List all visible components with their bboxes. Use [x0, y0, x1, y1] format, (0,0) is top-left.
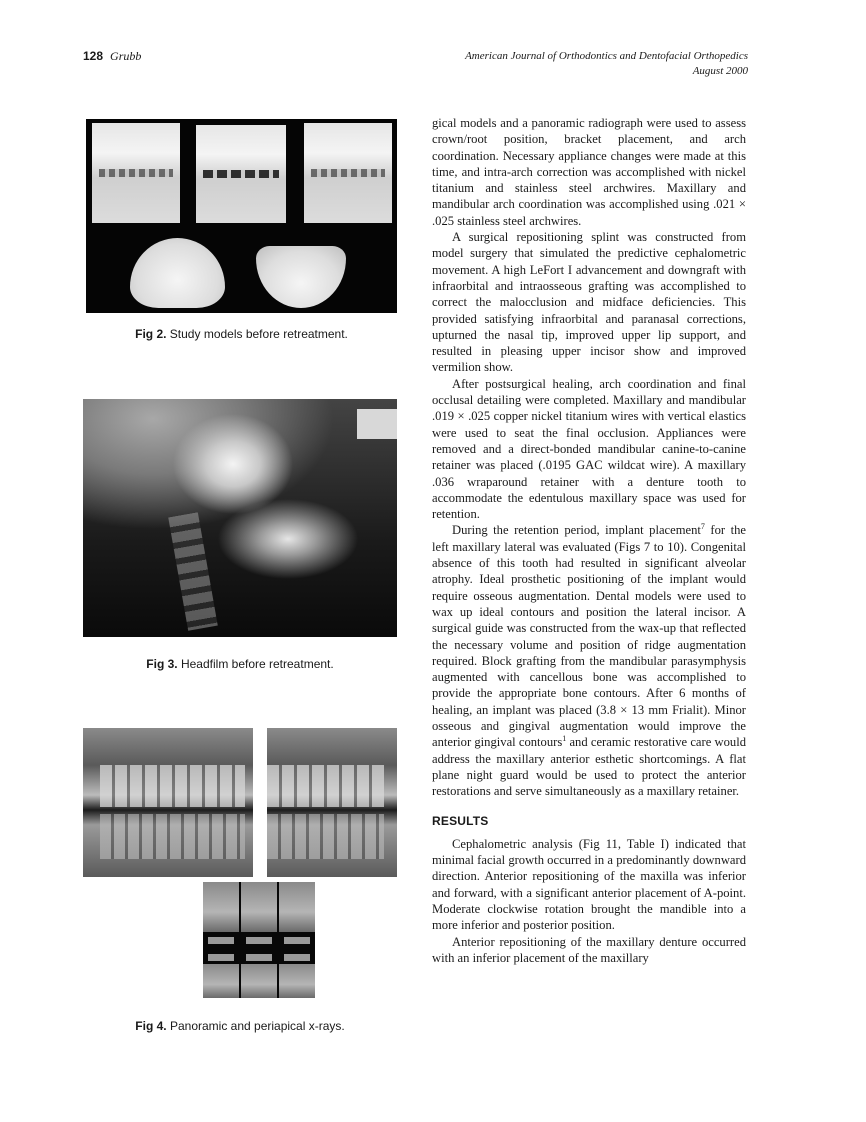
running-header-left [83, 49, 141, 64]
maxillary-occlusal-model [130, 238, 225, 308]
paragraph-3: After postsurgical healing, arch coordination and final occlusal detailing were completed. Maxillary and mandibular .019 × .025 copper nickel titanium wires with vertical elastics were used to seat the final occlusion. Appliances were removed and a direct-bonded mandibular canine-to-canine retainer was placed (.0195 GAC wildcat wire). A maxillary .036 wraparound retainer with a denture tooth to accommodate the edentulous maxillary space was used for retention. [432, 376, 746, 522]
paragraph-1: gical models and a panoramic radiograph were used to assess crown/root position, bracket placement, and arch coordination. Necessary appliance changes were made at this time, and intra-arch correction was accomplished with nickel titanium and stainless steel archwires. Maxillary and mandibular arch coordination was accomplished using .021 × .025 stainless steel archwires. [432, 116, 746, 228]
model-frontal [196, 125, 286, 223]
figure-4-periapical-image [203, 882, 315, 998]
reference-1: 1 [562, 734, 567, 744]
body-text-column [432, 115, 746, 966]
paragraph-4: During the retention period, implant placement$^7$ for the left maxillary lateral was evaluated (Figs 7 to 10). Congenital absence of this tooth had resulted in significant alveolar atrophy. Ideal prosthetic positioning of the implant would require osseous augmentation. Dental models were used to wax up ideal contours and position the lateral incisor. A surgical guide was constructed from the wax-up that reflected the necessary volume and position of ridge augmentation required. Block grafting from the mandibular parasymphysis augmented with cancellous bone was accomplished to provide the appropriate bone contours. After 6 months of healing, an implant was placed (3.8 × 13 mm Frialit). Minor osseous and gingival augmentation would improve the anterior gingival contours$^1$ and ceramic restorative care would address the maxillary anterior esthetic shortcomings. A flat plane night guard would be used to protect the anterior restorations and serve simultaneously as a maxillary retainer. [432, 522, 746, 799]
journal-title: American Journal of Orthodontics and Dentofacial Orthopedics [465, 50, 748, 62]
model-right-lateral [92, 123, 180, 223]
figure-2-label: Fig 2. [135, 327, 167, 341]
paragraph-6: Anterior repositioning of the maxillary denture occurred with an inferior placement of the maxillary [432, 934, 746, 965]
figure-3-caption [83, 657, 397, 671]
issue-date: August 2000 [692, 65, 748, 77]
figure-3-headfilm-image [83, 399, 397, 637]
running-header-right [465, 49, 748, 79]
page-number: 128 [83, 49, 104, 63]
face-profile-shape [357, 409, 397, 439]
cervical-spine-shape [168, 512, 218, 630]
reference-7: 7 [700, 522, 705, 532]
mandibular-occlusal-model [256, 246, 346, 308]
paragraph-2: A surgical repositioning splint was constructed from model surgery that simulated the predictive cephalometric movement. A high LeFort I advancement and downgraft with infraorbital and intraosseous grafting was accomplished to correct the malocclusion and midface deficiencies. This provided satisfying infraorbital and paranasal corrections, upturned the nasal tip, improved upper lip support, and resulted in pleasing upper incisor show and improved vermilion show. [432, 230, 746, 375]
paragraph-5: Cephalometric analysis (Fig 11, Table I) indicated that minimal facial growth occurred in a predominantly downward direction. Anterior repositioning of the maxilla was inferior and forward, with a significant anterior placement of A-point. Moderate clockwise rotation brought the mandible into a more inferior and posterior position. [432, 836, 746, 933]
figure-2-caption-text: Study models before retreatment. [169, 327, 348, 341]
figure-4-panoramic-right-image [267, 728, 397, 877]
results-heading: RESULTS [432, 814, 489, 829]
author-name: Grubb [110, 49, 142, 63]
model-left-lateral [304, 123, 392, 223]
figure-4-panoramic-left-image [83, 728, 253, 877]
figure-4-caption-text: Panoramic and periapical x-rays. [169, 1019, 345, 1033]
figure-4-label: Fig 4. [135, 1019, 167, 1033]
figure-3-label: Fig 3. [146, 657, 178, 671]
figure-3-caption-text: Headfilm before retreatment. [180, 657, 334, 671]
figure-2-study-models-image [86, 119, 397, 313]
figure-2-caption [86, 327, 397, 341]
figure-4-caption [83, 1019, 397, 1033]
